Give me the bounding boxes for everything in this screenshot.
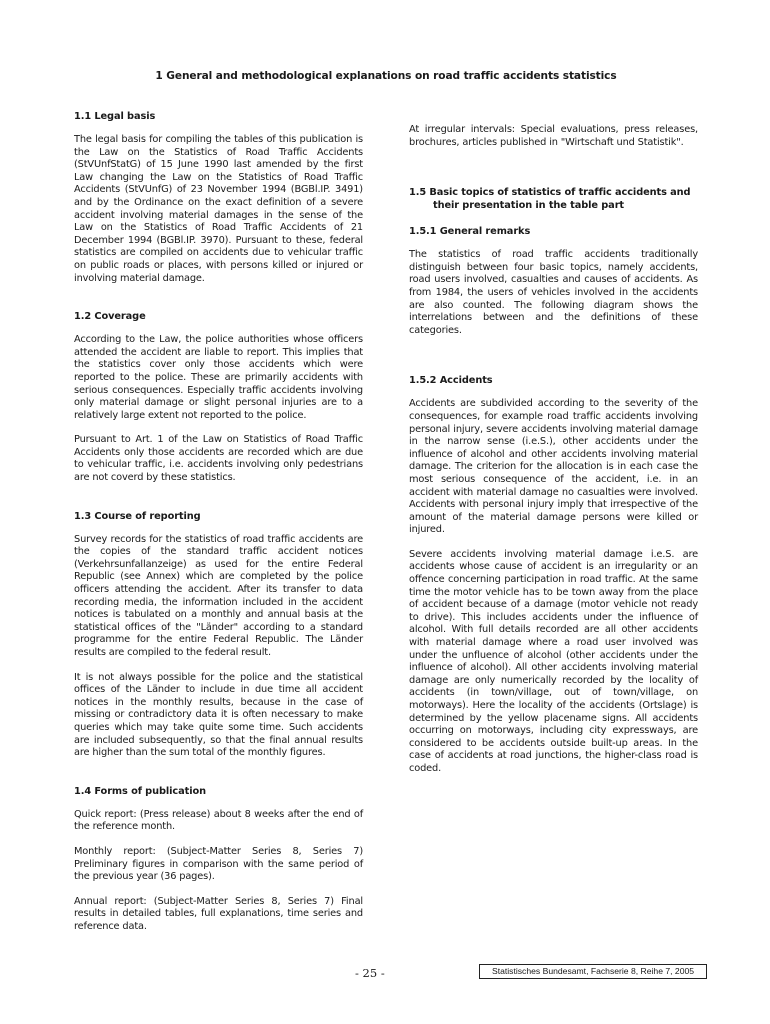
paragraph-reporting-2: It is not always possible for the police and the statistical offices of the Länder to include in due time all accident notices in the monthly results, because in the case of missing or contradictory data it is often necessary to make queries which may take quite some time. Such accidents are included subsequently, so that the final annual results are higher than the sum total of the monthly figures. <box>74 671 363 759</box>
paragraph-annual-report: Annual report: (Subject-Matter Series 8, Series 7) Final results in detailed tables, full explanations, time series and reference data. <box>74 895 363 932</box>
right-column <box>409 110 698 776</box>
heading-coverage: 1.2 Coverage <box>74 311 146 323</box>
page-number: - 25 - <box>355 966 385 980</box>
paragraph-accidents-2: Severe accidents involving material damage i.e.S. are accidents whose cause of accident is an irregularity or an offence concerning participation in road traffic. At the same time the motor vehicle has to be town away from the place of accident because of a damage (motor vehicle not ready to drive). This includes accidents under the influence of alcohol. With full details recorded are all other accidents with material damage where a road user involved was under the unfluence of alcohol (other accidents under the influence of alcohol). All other accidents involving material damage are only numerically recorded by the locality of accidents (in town/village, out of town/village, on motorways). Here the locality of the accidents (Ortslage) is determined by the yellow placename signs. All accidents occurring on motorways, including city expressways, are considered to be accidents outside built-up areas. In the case of accidents at road junctions, the higher-class road is coded. <box>409 548 698 774</box>
heading-forms-of-publication: 1.4 Forms of publication <box>74 785 206 797</box>
paragraph-reporting-1: Survey records for the statistics of road traffic accidents are the copies of the standard traffic accident notices (Verkehrsunfallanzeige) as used for the entire Federal Republic (see Annex) which are completed by the police officers attending the accident. After its transfer to data recording media, the information included in the accident notices is tabulated on a monthly and annual basis at the statistical offices of the "Länder" according to a standard programme for the entire Federal Republic. The Länder results are compiled to the federal result. <box>74 533 363 658</box>
paragraph-general-remarks: The statistics of road traffic accidents traditionally distinguish between four basic topics, namely accidents, road users involved, casualties and causes of accidents. As from 1984, the users of vehicles involved in the accidents are also counted. The following diagram shows the interrelations between and the definitions of these categories. <box>409 249 698 336</box>
paragraph-coverage-2: Pursuant to Art. 1 of the Law on Statistics of Road Traffic Accidents only those accidents are recorded which are due to vehicular traffic, i.e. accidents involving only pedestrians are not coverd by these statistics. <box>74 434 363 484</box>
heading-accidents: 1.5.2 Accidents <box>409 375 493 387</box>
paragraph-legal-basis: The legal basis for compiling the tables of this publication is the Law on the Statistics of Road Traffic Accidents (StVUnfStatG) of 15 June 1990 last amended by the first Law changing the Law on the Statistics of Road Traffic Accidents (StVUnfG) of 23 November 1994 (BGBl.IP. 3491) and by the Ordinance on the exact definition of a severe accident involving material damages in the sense of the Law on the Statistics of Road Traffic Accidents of 21 December 1994 (BGBl.IP. 3970). Pursuant to these, federal statistics are compiled on accidents due to vehicular traffic on public roads or places, with persons killed or injured or involving material damage. <box>74 134 363 284</box>
heading-basic-topics: 1.5 Basic topics of statistics of traffic accidents and their presentation in the table part <box>409 187 691 212</box>
paragraph-coverage-1: According to the Law, the police authorities whose officers attended the accident are liable to report. This implies that the statistics cover only those accidents which were reported to the police. These are primarily accidents with serious consequences. Especially traffic accidents involving only material damage or slight personal injuries are to a relatively large extent not reported to the police. <box>74 334 363 421</box>
heading-general-remarks: 1.5.1 General remarks <box>409 226 531 238</box>
paragraph-accidents-1: Accidents are subdivided according to the severity of the consequences, for example road traffic accidents involving personal injury, severe accidents involving material damage in the narrow sense (i.e.S.), other accidents under the influence of alcohol and other accidents involving material damage. The criterion for the allocation is in each case the most serious consequence of the accident, i.e. in an accident with material damage no casualties were involved. Accidents with personal injury imply that irrespective of the amount of the material damage persons were killed or injured. <box>409 398 698 536</box>
paragraph-quick-report: Quick report: (Press release) about 8 weeks after the end of the reference month. <box>74 808 363 833</box>
paragraph-monthly-report: Monthly report: (Subject-Matter Series 8, Series 7) Preliminary figures in comparison with the same period of the previous year (36 pages). <box>74 845 363 883</box>
heading-course-of-reporting: 1.3 Course of reporting <box>74 510 201 522</box>
heading-legal-basis: 1.1 Legal basis <box>74 111 156 122</box>
source-label: Statistisches Bundesamt, Fachserie 8, Reihe 7, 2005 <box>479 964 707 979</box>
left-column <box>74 110 363 934</box>
paragraph-irregular-intervals: At irregular intervals: Special evaluations, press releases, brochures, articles published in "Wirtschaft und Statistik". <box>409 124 698 148</box>
page-title: 1 General and methodological explanations on road traffic accidents statistics <box>155 70 617 82</box>
